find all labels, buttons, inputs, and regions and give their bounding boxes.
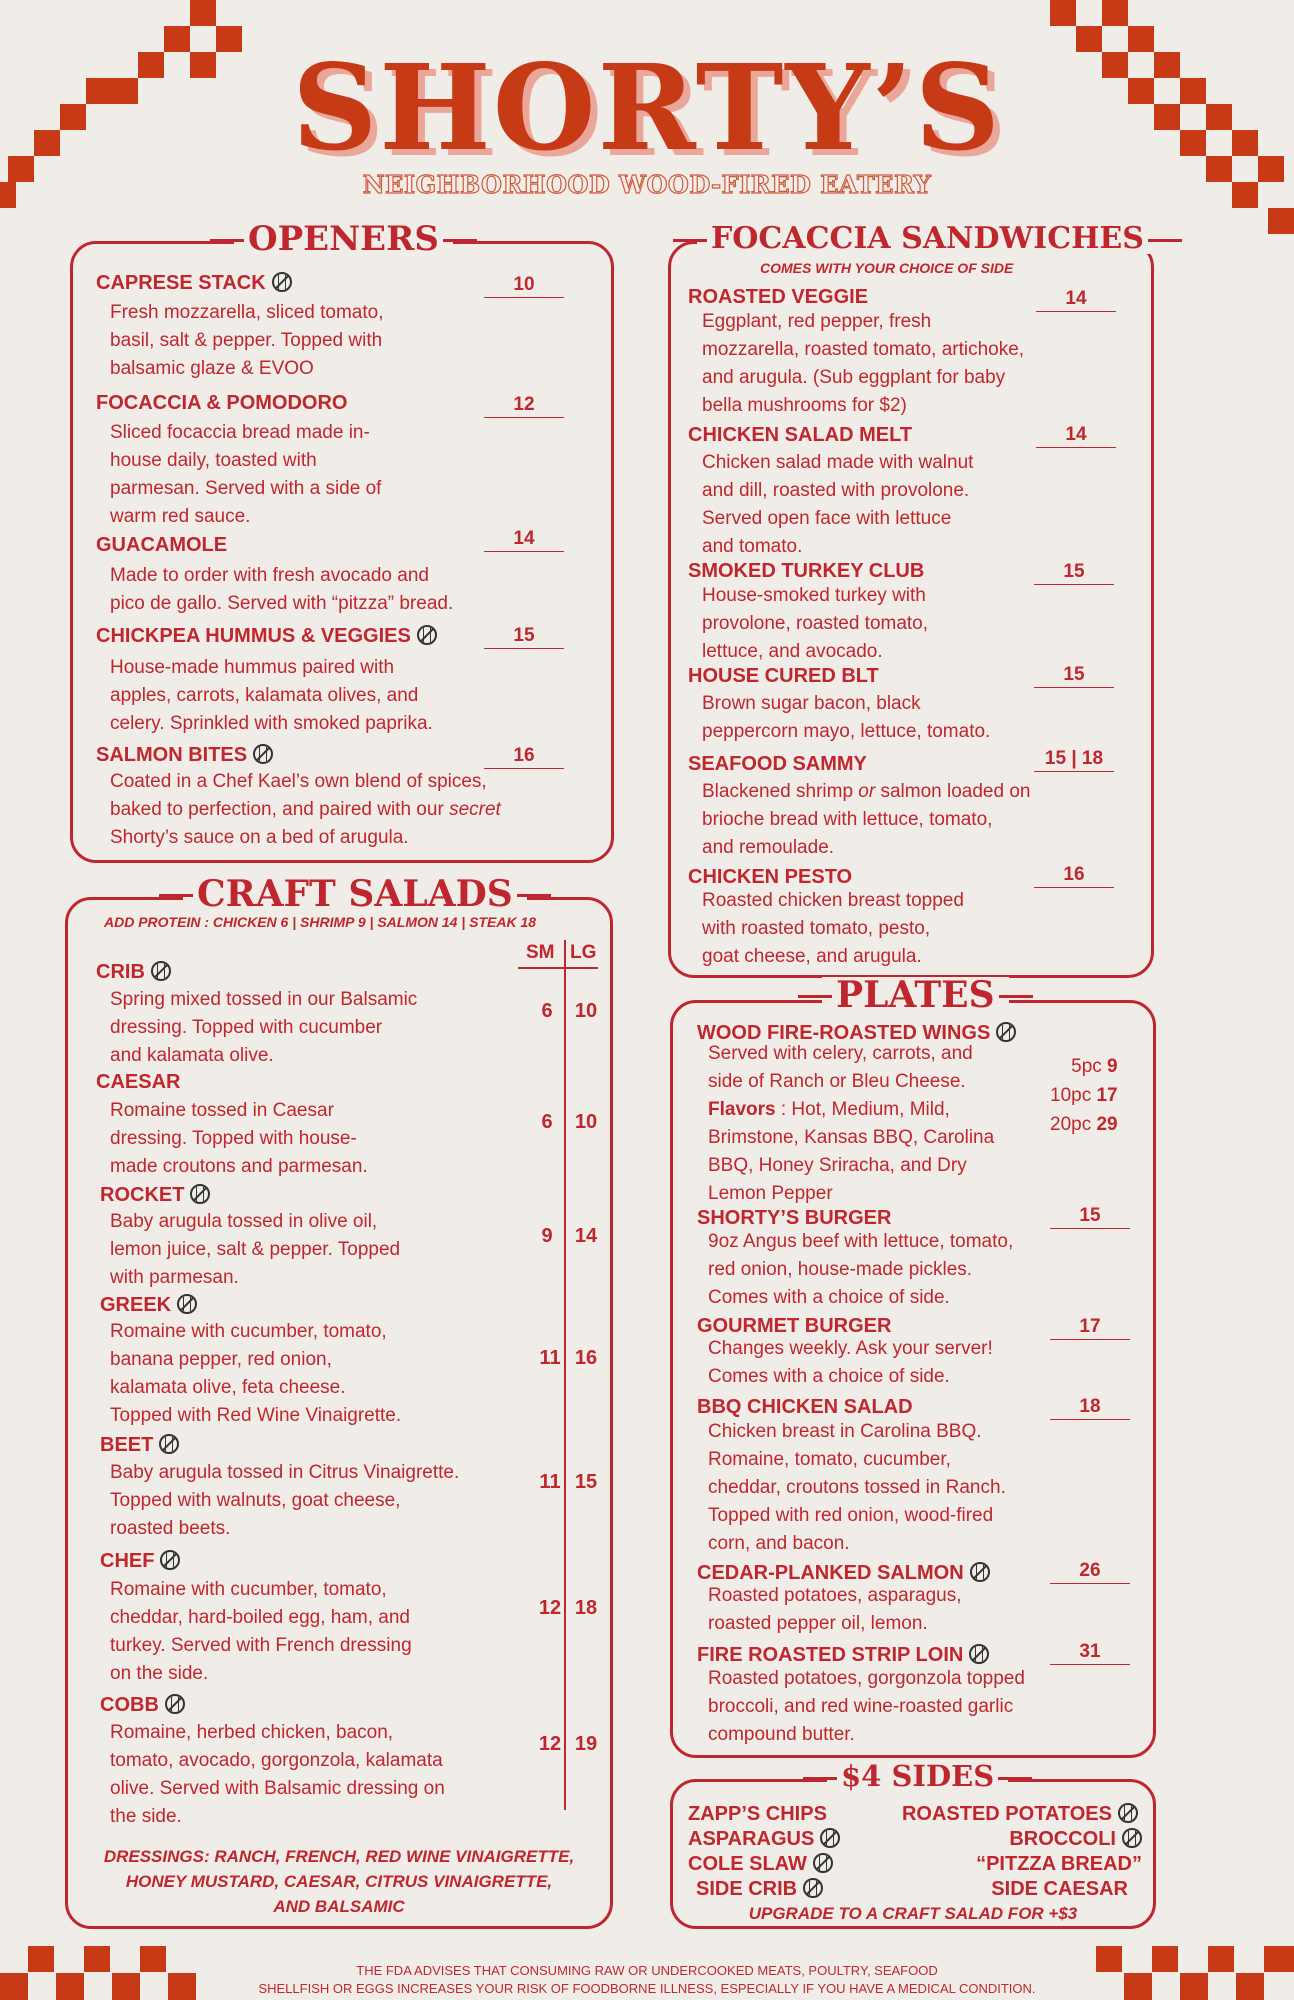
- gluten-free-icon: [969, 1644, 989, 1664]
- salad-description: Baby arugula tossed in olive oil, lemon juice, salt & pepper. Topped with parmesan.: [110, 1211, 401, 1288]
- plate-description: Chicken breast in Carolina BBQ. Romaine, tomato, cucumber, cheddar, croutons tossed in Ranch. Topped with red onion, wood-fired corn, and bacon.: [708, 1421, 1006, 1554]
- sandwiches-title: FOCACCIA SANDWICHES: [697, 224, 1158, 254]
- salad-price-lg: 15: [574, 1471, 598, 1493]
- gluten-free-icon: [151, 961, 171, 981]
- item-name: FOCACCIA & POMODORO: [96, 392, 348, 414]
- sides-title: $4 SIDES: [827, 1762, 1008, 1791]
- item-price: 14: [484, 528, 564, 552]
- salad-name: GREEK: [100, 1295, 197, 1316]
- salad-price-sm: 6: [541, 1000, 553, 1022]
- sandwich-price: 15: [1034, 664, 1114, 688]
- plate-description: 9oz Angus beef with lettuce, tomato, red onion, house-made pickles. Comes with a choice of side.: [708, 1231, 1014, 1308]
- sandwich-price: 16: [1034, 864, 1114, 888]
- size-header-lg: LG: [570, 942, 597, 963]
- gluten-free-icon: [996, 1022, 1016, 1042]
- side-item: “PITZZA BREAD”: [976, 1853, 1142, 1875]
- plate-name: BBQ CHICKEN SALAD: [697, 1396, 913, 1418]
- item-name: SALMON BITES: [96, 745, 273, 766]
- gluten-free-icon: [813, 1853, 833, 1873]
- salad-description: Romaine tossed in Caesar dressing. Topped with house- made croutons and parmesan.: [110, 1100, 368, 1177]
- sandwich-description: Blackened shrimp or salmon loaded on brioche bread with lettuce, tomato, and remoulade.: [702, 781, 1031, 858]
- plate-name: CEDAR-PLANKED SALMON: [697, 1563, 990, 1584]
- gluten-free-icon: [165, 1694, 185, 1714]
- item-name: CAPRESE STACK: [96, 273, 292, 294]
- salad-price-lg: 16: [574, 1347, 598, 1369]
- salad-price-lg: 10: [574, 1111, 598, 1133]
- salad-description: Romaine with cucumber, tomato, banana pepper, red onion, kalamata olive, feta cheese. Topped with Red Wine Vinaigrette.: [110, 1321, 402, 1426]
- wings-description: Served with celery, carrots, and side of Ranch or Bleu Cheese. Flavors : Hot, Medium, Mild, Brimstone, Kansas BBQ, Carolina BBQ, Honey Sriracha, and Dry Lemon Pepper: [708, 1043, 995, 1204]
- sandwich-price: 14: [1036, 424, 1116, 448]
- salad-name: CAESAR: [96, 1071, 181, 1093]
- salad-price-sm: 12: [538, 1733, 562, 1755]
- gluten-free-icon: [803, 1878, 823, 1898]
- side-item: BROCCOLI: [1009, 1829, 1142, 1850]
- size-column-divider: [564, 940, 566, 1810]
- item-price: 12: [484, 394, 564, 418]
- sandwich-description: Eggplant, red pepper, fresh mozzarella, roasted tomato, artichoke, and arugula. (Sub eggplant for baby bella mushrooms for $2): [702, 311, 1025, 416]
- salad-price-sm: 11: [539, 1347, 561, 1369]
- size-header-sm: SM: [526, 942, 555, 963]
- sandwich-name: ROASTED VEGGIE: [688, 286, 869, 308]
- gluten-free-icon: [159, 1434, 179, 1454]
- wings-price-row: 10pc 17: [1050, 1085, 1118, 1106]
- gluten-free-icon: [253, 744, 273, 764]
- plate-price: 17: [1050, 1316, 1130, 1340]
- sandwich-name: CHICKEN PESTO: [688, 866, 853, 888]
- salad-price-lg: 18: [574, 1597, 598, 1619]
- gluten-free-icon: [417, 625, 437, 645]
- gluten-free-icon: [272, 272, 292, 292]
- salad-price-lg: 10: [574, 1000, 598, 1022]
- gluten-free-icon: [820, 1828, 840, 1848]
- salad-name: BEET: [100, 1435, 179, 1456]
- side-item: SIDE CRIB: [696, 1879, 823, 1900]
- salad-price-lg: 14: [574, 1225, 598, 1247]
- plate-name: FIRE ROASTED STRIP LOIN: [697, 1645, 989, 1666]
- add-protein-note: ADD PROTEIN : CHICKEN 6 | SHRIMP 9 | SALMON 14 | STEAK 18: [104, 914, 537, 930]
- gluten-free-icon: [970, 1562, 990, 1582]
- plate-price: 15: [1050, 1205, 1130, 1229]
- item-name: GUACAMOLE: [96, 534, 228, 556]
- plate-name: GOURMET BURGER: [697, 1315, 892, 1337]
- tagline: NEIGHBORHOOD WOOD-FIRED EATERY: [362, 170, 932, 199]
- salad-name: CRIB: [96, 962, 171, 983]
- item-price: 16: [484, 745, 564, 769]
- sandwich-description: House-smoked turkey with provolone, roasted tomato, lettuce, and avocado.: [702, 585, 929, 662]
- fda-advisory-line-1: THE FDA ADVISES THAT CONSUMING RAW OR UNDERCOOKED MEATS, POULTRY, SEAFOOD: [356, 1963, 938, 1978]
- salad-name: COBB: [100, 1695, 185, 1716]
- salad-price-lg: 19: [574, 1733, 598, 1755]
- gluten-free-icon: [190, 1184, 210, 1204]
- gluten-free-icon: [1118, 1803, 1138, 1823]
- sandwich-name: SMOKED TURKEY CLUB: [688, 560, 925, 582]
- openers-title: OPENERS: [234, 222, 453, 256]
- salad-name: ROCKET: [100, 1185, 210, 1206]
- side-item: ZAPP’S CHIPS: [688, 1803, 827, 1825]
- fda-advisory-line-2: SHELLFISH OR EGGS INCREASES YOUR RISK OF FOODBORNE ILLNESS, ESPECIALLY IF YOU HAVE A MEDICAL CONDITION.: [258, 1981, 1036, 1996]
- side-item: SIDE CAESAR: [991, 1878, 1128, 1900]
- restaurant-logo: SHORTY’S: [292, 38, 1002, 177]
- sandwich-price: 15: [1034, 561, 1114, 585]
- plate-description: Roasted potatoes, asparagus, roasted pepper oil, lemon.: [708, 1585, 962, 1634]
- wings-price-row: 5pc 9: [1071, 1056, 1118, 1077]
- item-description: Made to order with fresh avocado and pico de gallo. Served with “pitzza” bread.: [110, 565, 454, 614]
- sandwich-description: Roasted chicken breast topped with roasted tomato, pesto, goat cheese, and arugula.: [702, 890, 964, 967]
- salad-description: Spring mixed tossed in our Balsamic dressing. Topped with cucumber and kalamata olive.: [110, 989, 418, 1066]
- plate-name: WOOD FIRE-ROASTED WINGS: [697, 1023, 1016, 1044]
- plate-price: 18: [1050, 1396, 1130, 1420]
- wings-price-list: [1050, 1052, 1118, 1139]
- sandwich-price: 15 | 18: [1034, 748, 1114, 772]
- plate-description: Roasted potatoes, gorgonzola topped broccoli, and red wine-roasted garlic compound butter.: [708, 1668, 1025, 1745]
- plate-price: 31: [1050, 1641, 1130, 1665]
- upgrade-note: UPGRADE TO A CRAFT SALAD FOR +$3: [748, 1904, 1078, 1923]
- item-price: 15: [484, 625, 564, 649]
- item-price: 10: [484, 274, 564, 298]
- sandwich-name: HOUSE CURED BLT: [688, 665, 879, 687]
- side-item: COLE SLAW: [688, 1854, 833, 1875]
- salad-price-sm: 9: [541, 1225, 553, 1247]
- gluten-free-icon: [160, 1550, 180, 1570]
- sandwiches-side-note: COMES WITH YOUR CHOICE OF SIDE: [760, 260, 1014, 276]
- plate-name: SHORTY’S BURGER: [697, 1207, 892, 1229]
- salad-price-sm: 12: [538, 1597, 562, 1619]
- item-name: CHICKPEA HUMMUS & VEGGIES: [96, 626, 437, 647]
- side-item: ASPARAGUS: [688, 1829, 840, 1850]
- sandwich-price: 14: [1036, 288, 1116, 312]
- salad-description: Romaine with cucumber, tomato, cheddar, hard-boiled egg, ham, and turkey. Served with French dressing on the side.: [110, 1579, 412, 1684]
- salad-name: CHEF: [100, 1551, 180, 1572]
- plate-price: 26: [1050, 1560, 1130, 1584]
- salad-description: Baby arugula tossed in Citrus Vinaigrette. Topped with walnuts, goat cheese, roasted beets.: [110, 1462, 460, 1539]
- gluten-free-icon: [177, 1294, 197, 1314]
- dressings-note: DRESSINGS: RANCH, FRENCH, RED WINE VINAIGRETTE, HONEY MUSTARD, CAESAR, CITRUS VINAIGRETTE, AND BALSAMIC: [103, 1847, 575, 1916]
- side-item: ROASTED POTATOES: [902, 1804, 1138, 1825]
- item-description: Sliced focaccia bread made in- house daily, toasted with parmesan. Served with a side of warm red sauce.: [110, 422, 382, 527]
- sandwich-description: Brown sugar bacon, black peppercorn mayo, lettuce, tomato.: [702, 693, 991, 742]
- plates-title: PLATES: [822, 977, 1009, 1013]
- item-description: House-made hummus paired with apples, carrots, kalamata olives, and celery. Sprinkled with smoked paprika.: [110, 657, 433, 734]
- salads-title: CRAFT SALADS: [183, 876, 527, 912]
- sandwich-name: SEAFOOD SAMMY: [688, 753, 867, 775]
- wings-price-row: 20pc 29: [1050, 1114, 1118, 1135]
- salad-price-sm: 11: [539, 1471, 561, 1493]
- salad-price-sm: 6: [541, 1111, 553, 1133]
- sandwich-name: CHICKEN SALAD MELT: [688, 424, 913, 446]
- sandwich-description: Chicken salad made with walnut and dill, roasted with provolone. Served open face with lettuce and tomato.: [702, 452, 974, 557]
- size-header-rule: [518, 967, 598, 969]
- item-description: Coated in a Chef Kael’s own blend of spices, baked to perfection, and paired with our secret Shorty’s sauce on a bed of arugula.: [110, 771, 501, 848]
- gluten-free-icon: [1122, 1828, 1142, 1848]
- plate-description: Changes weekly. Ask your server! Comes with a choice of side.: [708, 1338, 993, 1387]
- item-description: Fresh mozzarella, sliced tomato, basil, salt & pepper. Topped with balsamic glaze & EVOO: [110, 302, 384, 379]
- salad-description: Romaine, herbed chicken, bacon, tomato, avocado, gorgonzola, kalamata olive. Served with Balsamic dressing on the side.: [110, 1722, 445, 1827]
